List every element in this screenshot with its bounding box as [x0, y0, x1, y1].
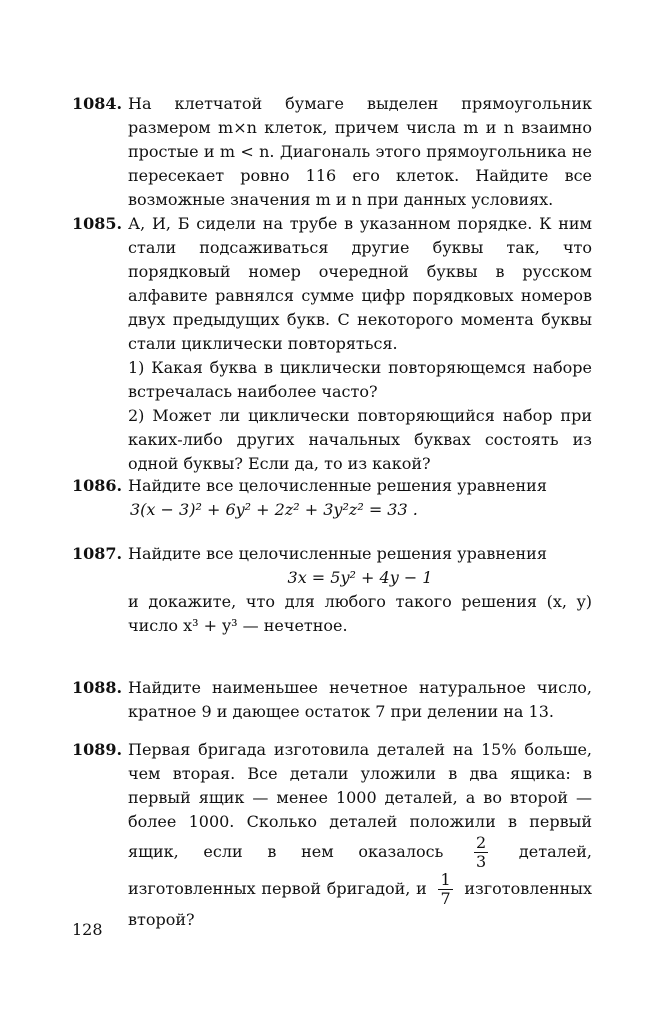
equation: 3x = 5y² + 4y − 1: [287, 568, 433, 587]
problem-number: 1084.: [72, 94, 123, 113]
fraction-two-thirds: $\frac{2}{3}$: [476, 833, 487, 871]
problem-text: Найдите все целочисленные решения уравнения: [128, 476, 547, 495]
problem-text-end: изготовленных второй?: [128, 879, 592, 929]
problem-text: Первая бригада изготовила деталей на 15% больше, чем вторая. Все детали уложили в два ящика: в первый ящик — менее 1000 деталей, а во второй — более 1000. Сколько деталей положили в первый ящик, если в нем оказалось: [128, 740, 592, 861]
problem-text: А, И, Б сидели на трубе в указанном порядке. К ним стали подсаживаться другие буквы так, что порядковый номер очередной буквы в русском алфавите равнялся сумме цифр порядковых номеров двух предыдущих букв. С некоторого момента буквы стали циклически повторяться.: [128, 214, 592, 353]
question-1: 1) Какая буква в циклически повторяющемся наборе встречалась наиболее часто?: [128, 358, 592, 401]
problem-text: Найдите все целочисленные решения уравнения: [128, 544, 547, 563]
problem-number: 1088.: [72, 678, 123, 697]
problem-1085: [72, 212, 592, 476]
equation: 3(x − 3)² + 6y² + 2z² + 3y²z² = 33 .: [130, 500, 418, 519]
problem-number: 1087.: [72, 544, 123, 563]
problem-number: 1085.: [72, 214, 123, 233]
problem-1084: [72, 92, 592, 212]
problem-text: На клетчатой бумаге выделен прямоугольник размером m×n клеток, причем числа m и n взаимно простые и m < n. Диагональ этого прямоугольника не пересекает ровно 116 его клеток. Найдите все возможные значения m и n при данных условиях.: [128, 94, 592, 209]
page-number: 128: [72, 920, 103, 939]
fraction-one-seventh: $\frac{1}{7}$: [440, 870, 451, 908]
problem-text: Найдите наименьшее нечетное натуральное число, кратное 9 и дающее остаток 7 при делении на 13.: [128, 678, 592, 721]
problem-number: 1086.: [72, 476, 123, 495]
problem-1087: [72, 542, 592, 638]
problem-number: 1089.: [72, 740, 123, 759]
problem-1088: [72, 676, 592, 724]
problem-text-after: и докажите, что для любого такого решения (x, y) число x³ + y³ — нечетное.: [128, 592, 592, 635]
question-2: 2) Может ли циклически повторяющийся набор при каких-либо других начальных буквах состоять из одной буквы? Если да, то из какой?: [128, 406, 592, 473]
problem-paragraph: [128, 738, 592, 932]
problem-1086: [72, 474, 592, 522]
problem-1089: [72, 738, 592, 932]
problem-text-mid: деталей, изготовленных первой бригадой, и: [128, 842, 593, 898]
